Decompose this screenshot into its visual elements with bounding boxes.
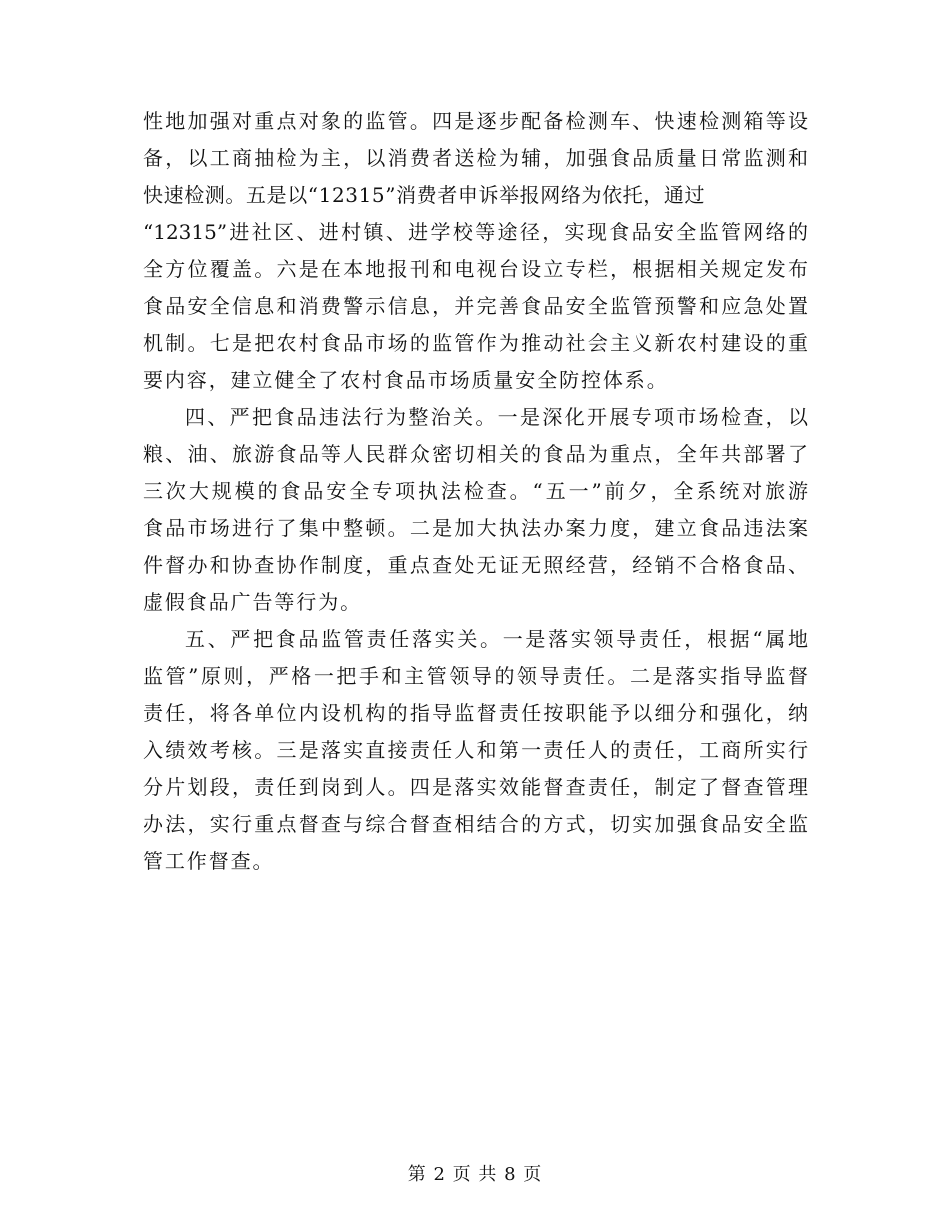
text-line: “12315”进社区、进村镇、进学校等途径，实现食品安全监管网络的 (143, 220, 808, 244)
text-line: 入绩效考核。三是落实直接责任人和第一责任人的责任，工商所实行 (143, 738, 808, 762)
text-line: 要内容，建立健全了农村食品市场质量安全防控体系。 (143, 368, 669, 392)
paragraph-1 (143, 103, 808, 399)
text-line: 全方位覆盖。六是在本地报刊和电视台设立专栏，根据相关规定发布 (143, 257, 808, 281)
text-line: 管工作督查。 (143, 849, 275, 873)
text-line: 备，以工商抽检为主，以消费者送检为辅，加强食品质量日常监测和 (143, 146, 808, 170)
text-line: 快速检测。五是以“12315”消费者申诉举报网络为依托，通过 (143, 183, 706, 207)
text-line: 监管”原则，严格一把手和主管领导的领导责任。二是落实指导监督 (143, 664, 808, 688)
text-line: 性地加强对重点对象的监管。四是逐步配备检测车、快速检测箱等设 (143, 109, 808, 133)
paragraph-2 (143, 399, 808, 621)
body-text (143, 103, 808, 880)
text-line: 三次大规模的食品安全专项执法检查。“五一”前夕，全系统对旅游 (143, 479, 808, 503)
text-line: 粮、油、旅游食品等人民群众密切相关的食品为重点，全年共部署了 (143, 442, 808, 466)
text-line: 食品安全信息和消费警示信息，并完善食品安全监管预警和应急处置 (143, 294, 808, 318)
text-line: 分片划段，责任到岗到人。四是落实效能督查责任，制定了督查管理 (143, 775, 808, 799)
text-line: 四、严把食品违法行为整治关。一是深化开展专项市场检查，以 (185, 405, 808, 429)
page-number-footer: 第 2 页 共 8 页 (407, 1164, 543, 1185)
text-line: 虚假食品广告等行为。 (143, 590, 362, 614)
text-line: 责任，将各单位内设机构的指导监督责任按职能予以细分和强化，纳 (143, 701, 808, 725)
text-line: 机制。七是把农村食品市场的监管作为推动社会主义新农村建设的重 (143, 331, 808, 355)
text-line: 食品市场进行了集中整顿。二是加大执法办案力度，建立食品违法案 (143, 516, 808, 540)
text-line: 五、严把食品监管责任落实关。一是落实领导责任，根据“属地 (185, 627, 808, 651)
text-line: 办法，实行重点督查与综合督查相结合的方式，切实加强食品安全监 (143, 812, 808, 836)
paragraph-3 (143, 621, 808, 880)
text-line: 件督办和协查协作制度，重点查处无证无照经营，经销不合格食品、 (143, 553, 808, 577)
